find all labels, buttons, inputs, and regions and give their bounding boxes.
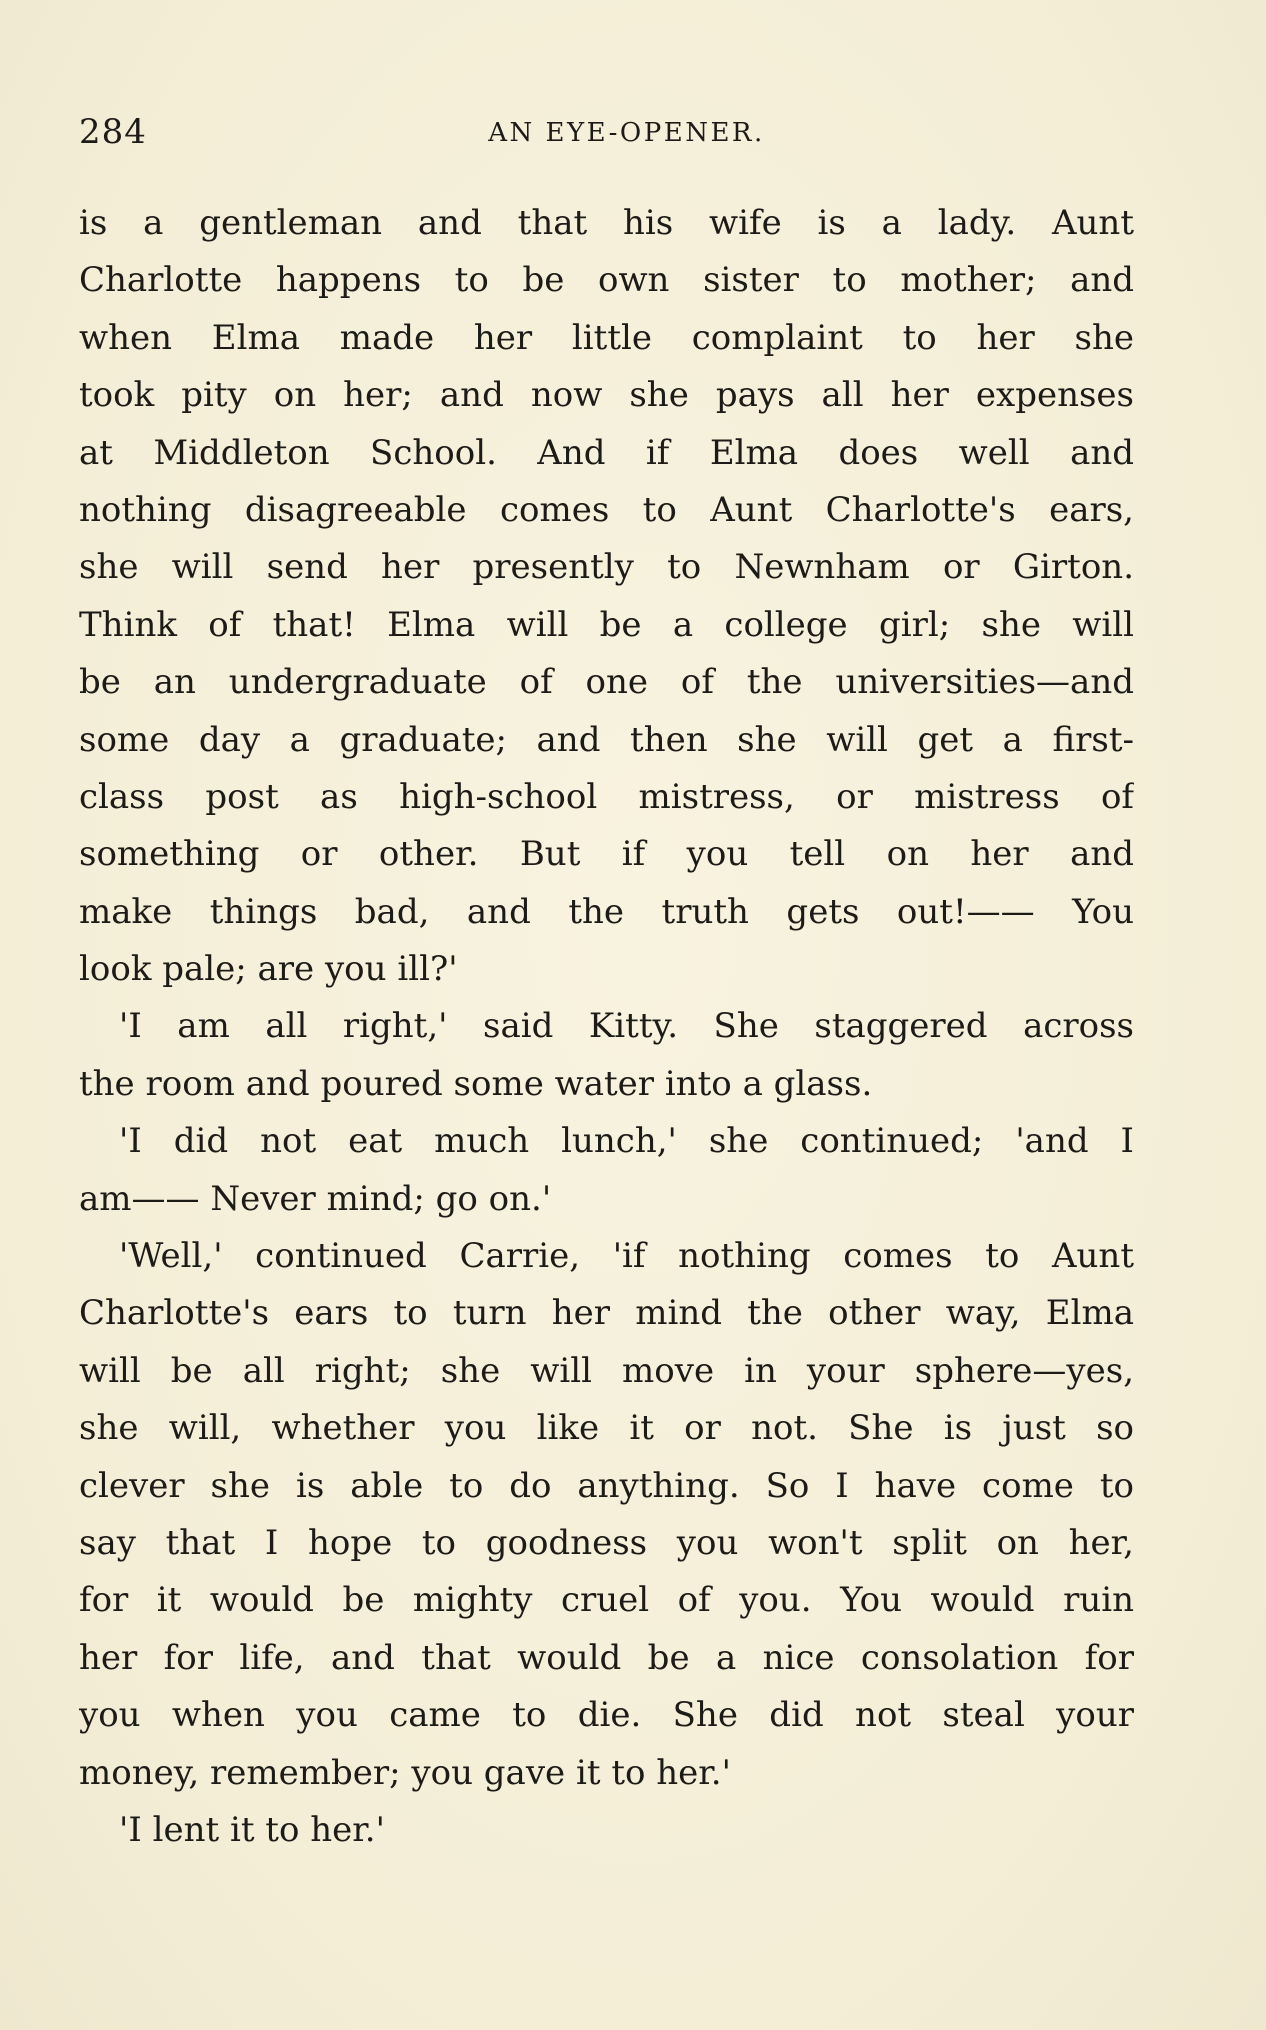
text-line: money, remember; you gave it to her.' (79, 1752, 731, 1793)
text-line: 'I lent it to her.' (119, 1809, 385, 1850)
text-line: will be all right; she will move in your sphere—yes, (79, 1350, 1134, 1391)
text-line: 'I did not eat much lunch,' she continued; 'and I (119, 1121, 1134, 1162)
text-line: took pity on her; and now she pays all her expenses (79, 375, 1134, 416)
text-line: am—— Never mind; go on.' (79, 1178, 552, 1219)
text-line: 'Well,' continued Carrie, 'if nothing comes to Aunt (119, 1236, 1134, 1277)
text-line: the room and poured some water into a glass. (79, 1063, 873, 1104)
page-header (79, 112, 1134, 162)
text-line: 'I am all right,' said Kitty. She staggered across (119, 1006, 1134, 1047)
text-line: class post as high-school mistress, or mistress of (79, 776, 1134, 817)
page-number: 284 (79, 112, 147, 152)
body-text (79, 195, 1134, 1859)
text-line: at Middleton School. And if Elma does well and (79, 432, 1134, 473)
text-line: Charlotte happens to be own sister to mother; and (79, 260, 1134, 301)
text-line: she will send her presently to Newnham or Girton. (79, 547, 1134, 588)
text-line: nothing disagreeable comes to Aunt Charlotte's ears, (79, 489, 1134, 530)
text-line: she will, whether you like it or not. She is just so (79, 1408, 1134, 1449)
text-line: some day a graduate; and then she will get a first- (79, 719, 1134, 760)
text-line: something or other. But if you tell on her and (79, 834, 1134, 875)
text-line: Charlotte's ears to turn her mind the other way, Elma (79, 1293, 1134, 1334)
text-line: you when you came to die. She did not steal your (79, 1695, 1134, 1736)
text-line: clever she is able to do anything. So I have come to (79, 1465, 1134, 1506)
text-line: be an undergraduate of one of the universities—and (79, 662, 1134, 703)
text-line: her for life, and that would be a nice consolation for (79, 1637, 1134, 1678)
running-head: AN EYE-OPENER. (488, 118, 765, 148)
text-line: is a gentleman and that his wife is a lady. Aunt (79, 203, 1134, 243)
text-line: when Elma made her little complaint to her she (79, 317, 1134, 358)
text-line: for it would be mighty cruel of you. You would ruin (79, 1580, 1134, 1621)
text-line: look pale; are you ill?' (79, 949, 458, 990)
text-line: say that I hope to goodness you won't split on her, (79, 1522, 1134, 1563)
text-line: Think of that! Elma will be a college girl; she will (79, 604, 1134, 645)
text-line: make things bad, and the truth gets out!—— You (79, 891, 1134, 932)
